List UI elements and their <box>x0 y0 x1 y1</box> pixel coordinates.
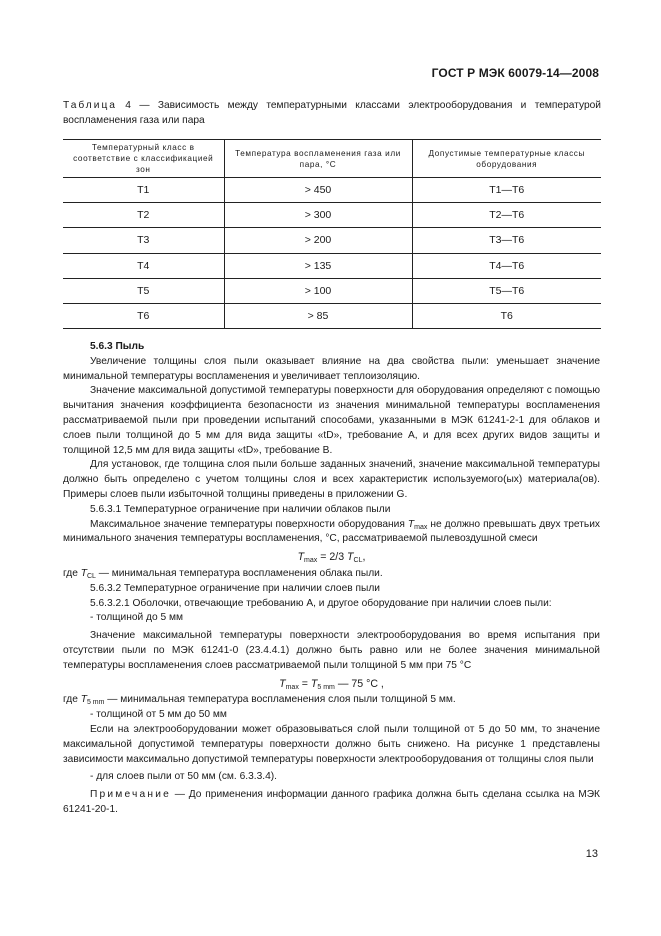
var-t: T <box>297 551 305 564</box>
cell-class: T2 <box>63 203 224 228</box>
subscript: CL <box>353 557 363 565</box>
table-row <box>63 303 601 328</box>
paragraph-reduced-temperature: Если на электрооборудовании может образовываться слой пыли толщиной от 5 до 50 мм, то значение максимальной допустимой температуры поверхности должно быть снижено. На рисунке 1 представлены зависимости максимально допустимой температуры поверхности электрооборудования от толщины слоя пыли <box>63 723 600 765</box>
document-header: ГОСТ Р МЭК 60079-14—2008 <box>431 66 599 80</box>
subscript: 5 mm <box>86 699 105 707</box>
list-item-5-to-50mm: - толщиной от 5 мм до 50 мм <box>90 709 227 721</box>
table-row <box>63 253 601 278</box>
table-row <box>63 278 601 303</box>
subscript: max <box>304 557 318 565</box>
text-fragment: где <box>63 567 81 579</box>
where-layer <box>63 693 600 708</box>
text-fragment: не должно превышать двух третьих минимального значения температуры воспламенения, °С, рассматриваемой пылевоздушной смеси <box>63 518 600 545</box>
table-row <box>63 178 601 203</box>
cell-temperature: > 450 <box>224 178 412 203</box>
note-text: — До применения информации данного графика должна быть сделана ссылка на МЭК 61241-20-1. <box>63 789 600 815</box>
subscript: max <box>285 683 299 691</box>
text-fragment: = <box>298 677 311 690</box>
text-fragment: где <box>63 694 81 706</box>
paragraph-dust-layer-effect: Увеличение толщины слоя пыли оказывает влияние на два свойства пыли: уменьшает значение минимальной температуры воспламенения и увеличивает теплоизоляцию. <box>63 355 600 382</box>
text-fragment: — 75 °С , <box>334 677 384 690</box>
table-caption-number: 4 <box>125 100 131 111</box>
cell-temperature: > 85 <box>224 303 412 328</box>
paragraph-thick-layers: Для установок, где толщина слоя пыли больше заданных значений, значение максимальной температуры должно быть определено с учетом толщины слоя и всех характеристик используемого(ых) материала(ов). Примеры слоев пыли избыточной толщины приведены в приложении G. <box>63 459 600 500</box>
subsection-dust-layers: 5.6.3.2 Температурное ограничение при наличии слоев пыли <box>90 582 380 594</box>
subscript: CL <box>86 572 96 580</box>
var-t: T <box>347 551 354 564</box>
cell-class: T4 <box>63 253 224 278</box>
var-t: T <box>279 677 286 690</box>
formula-cloud <box>63 547 600 567</box>
cell-allowed: T4—T6 <box>412 253 601 278</box>
cell-allowed: T2—T6 <box>412 203 601 228</box>
cell-class: T3 <box>63 228 224 253</box>
temperature-class-table <box>63 139 601 329</box>
header-allowed-classes: Допустимые температурные классы оборудования <box>412 140 601 178</box>
subscript: 5 mm <box>317 683 335 691</box>
header-ignition-temperature: Температура воспламенения газа или пара, °С <box>224 140 412 178</box>
text-fragment: — минимальная температура воспламенения слоя пыли толщиной 5 мм. <box>104 694 456 706</box>
subsection-enclosures-a: 5.6.3.2.1 Оболочки, отвечающие требованию А, и другое оборудование при наличии слоев пыли: <box>90 597 552 609</box>
subsection-dust-clouds: 5.6.3.1 Температурное ограничение при наличии облаков пыли <box>90 503 391 515</box>
section-title: 5.6.3 Пыль <box>90 341 145 352</box>
subscript: max <box>414 523 428 531</box>
text-fragment: = 2/3 <box>317 551 348 564</box>
paragraph-5mm-test: Значение максимальной температуры поверхности электрооборудования во время испытания при отсутствии пыли по МЭК 61241-0 (23.4.4.1) должно быть равно или не более значения минимальной температуры воспламенения слоев рассматриваемой пыли толщиной 5 мм при 75 °С <box>63 630 600 671</box>
document-body <box>63 340 600 818</box>
note <box>63 788 600 818</box>
text-fragment: — минимальная температура воспламенения облака пыли. <box>95 567 383 579</box>
cell-temperature: > 200 <box>224 228 412 253</box>
table-caption-label: Таблица <box>63 100 117 111</box>
text-fragment: , <box>362 551 366 564</box>
paragraph-two-thirds-rule <box>63 518 600 548</box>
cell-class: T6 <box>63 303 224 328</box>
table-row <box>63 203 601 228</box>
cell-allowed: T1—T6 <box>412 178 601 203</box>
var-t: T <box>310 677 318 690</box>
table-caption <box>63 98 601 128</box>
text-fragment: Максимальное значение температуры поверхности оборудования <box>90 518 408 530</box>
cell-class: T5 <box>63 278 224 303</box>
cell-class: T1 <box>63 178 224 203</box>
cell-allowed: T5—T6 <box>412 278 601 303</box>
table-header-row <box>63 140 601 178</box>
table-row <box>63 228 601 253</box>
list-item-over-50mm: - для слоев пыли от 50 мм (см. 6.3.3.4). <box>90 771 277 783</box>
formula-layer <box>63 674 600 694</box>
where-cloud <box>63 567 600 582</box>
table-caption-text: — Зависимость между температурными классами электрооборудования и температурой воспламенения газа или пара <box>63 100 601 126</box>
header-zone-class: Температурный класс в соответствие с классификацией зон <box>63 140 224 178</box>
list-item-up-to-5mm: - толщиной до 5 мм <box>90 612 183 624</box>
cell-temperature: > 135 <box>224 253 412 278</box>
note-label: Примечание <box>90 789 171 801</box>
var-t: T <box>80 567 87 579</box>
cell-temperature: > 100 <box>224 278 412 303</box>
cell-allowed: T6 <box>412 303 601 328</box>
page-number: 13 <box>585 848 598 860</box>
var-t: T <box>407 518 415 530</box>
cell-allowed: T3—T6 <box>412 228 601 253</box>
paragraph-max-surface-temperature: Значение максимальной допустимой температуры поверхности для оборудования определяют с помощью вычитания значения коэффициента безопасности из значения минимальной температуры воспламенения рассматриваемой пыли при проведении испытаний способами, указанными в МЭК 61241-2-1 для облаков и слоев пыли толщиной до 5 мм для вида защиты «tD», требование А, и для всех других видов защиты и толщиной 12,5 мм для вида защиты «tD», требование В. <box>63 385 600 456</box>
var-t: T <box>80 694 87 706</box>
cell-temperature: > 300 <box>224 203 412 228</box>
